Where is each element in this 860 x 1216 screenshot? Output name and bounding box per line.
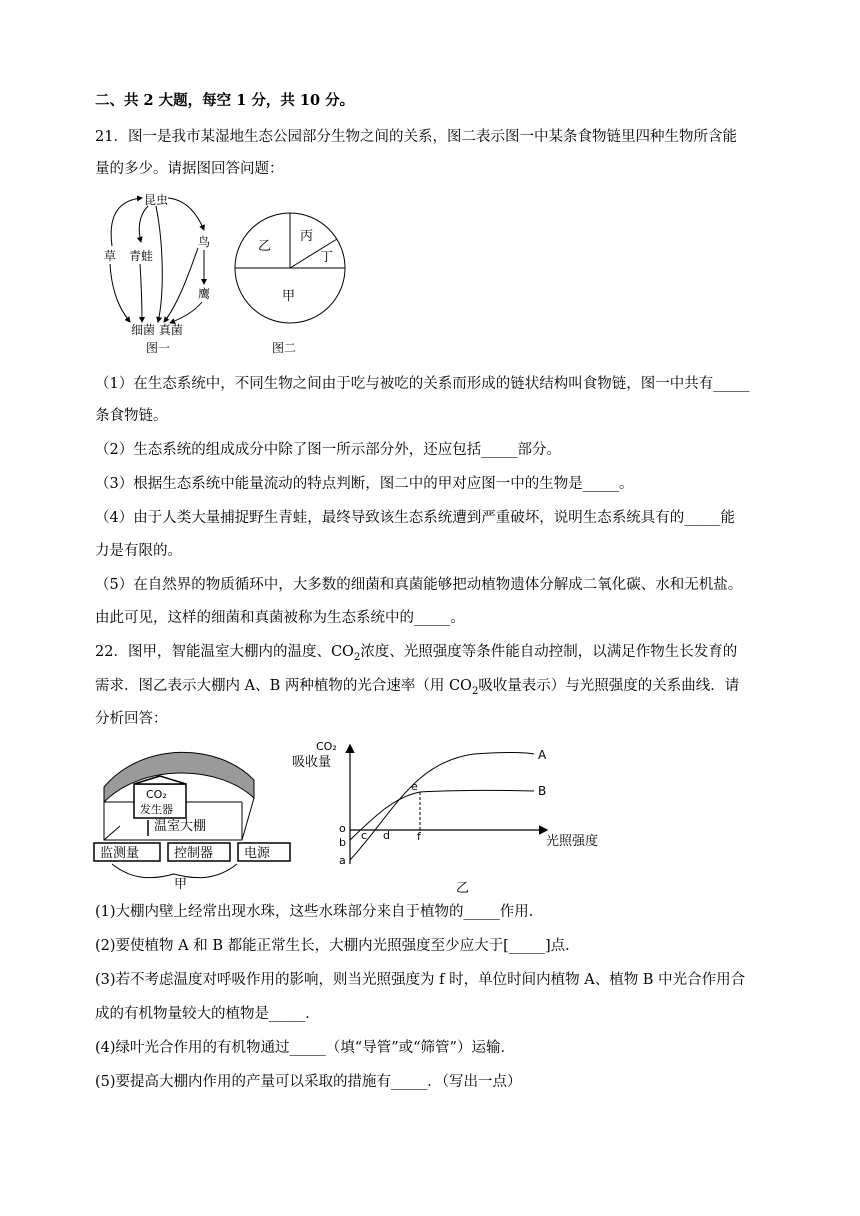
co2-subscript: 2 xyxy=(353,651,361,663)
q21-s1-line1: （1）在生态系统中，不同生物之间由于吃与被吃的关系而形成的链状结构叫食物链，图一中共有_____ xyxy=(95,376,750,392)
q22-intro-line2 xyxy=(95,677,739,701)
q22-intro-2a: 需求．图乙表示大棚内 A、B 两种植物的光合速率（用 CO xyxy=(95,678,472,694)
arrow-insect-frog xyxy=(139,206,148,242)
greenhouse-label: 温室大棚 xyxy=(154,819,207,834)
q21-intro-line2: 量的多少。请据图回答问题： xyxy=(95,161,284,177)
point-b: b xyxy=(339,836,346,849)
point-d: d xyxy=(383,829,390,842)
pie-label-yi: 乙 xyxy=(258,239,272,254)
q21-intro-line1: 21．图一是我市某湿地生态公园部分生物之间的关系，图二表示图一中某条食物链里四种生物所含能 xyxy=(95,129,737,145)
decomposers-label: 细菌 真菌 xyxy=(131,323,183,337)
grass-label: 草 xyxy=(104,249,117,263)
pie-label-jia: 甲 xyxy=(282,289,296,304)
supplier-label: 发生器 xyxy=(140,803,173,816)
point-c: c xyxy=(361,829,368,842)
greenhouse-edge xyxy=(104,826,120,840)
figure-jia-brace xyxy=(112,864,237,878)
monitor-label: 监测量 xyxy=(100,846,140,861)
bird-label: 鸟 xyxy=(198,235,211,249)
arrow-insect-bird xyxy=(168,198,204,230)
point-f: f xyxy=(417,830,421,843)
frog-label: 青蛙 xyxy=(129,249,154,263)
x-axis-label: 光照强度 xyxy=(546,834,599,849)
q21-s4-line1: （4）由于人类大量捕捉野生青蛙，最终导致该生态系统遭到严重破坏，说明生态系统具有的_____能 xyxy=(95,510,735,526)
figure-2-caption: 图二 xyxy=(272,341,297,355)
q22-intro-1b: 浓度、光照强度等条件能自动控制，以满足作物生长发育的 xyxy=(360,644,738,660)
curve-b xyxy=(350,790,534,840)
figure-jia-greenhouse xyxy=(92,742,271,892)
point-o: o xyxy=(339,822,346,835)
q22-intro-line3: 分析回答： xyxy=(95,711,168,727)
curve-b-label: B xyxy=(538,784,547,798)
q22-s5: (5)要提高大棚内作用的产量可以采取的措施有_____．（写出一点） xyxy=(95,1074,522,1090)
q22-s1: (1)大棚内壁上经常出现水珠，这些水珠部分来自于植物的_____作用． xyxy=(95,904,544,920)
q22-s4: (4)绿叶光合作用的有机物通过_____（填“导管”或“筛管”）运输． xyxy=(95,1040,515,1056)
pie-label-ding: 丁 xyxy=(320,250,334,265)
power-label: 电源 xyxy=(244,846,271,861)
pie-label-bing: 丙 xyxy=(300,229,314,244)
q22-s3-line2: 成的有机物量较大的植物是_____． xyxy=(95,1006,320,1022)
q22-intro-1a: 22．图甲，智能温室大棚内的温度、CO xyxy=(95,644,354,660)
arrow-grass-decomposer xyxy=(110,264,130,322)
q22-s2: (2)要使植物 A 和 B 都能正常生长，大棚内光照强度至少应大于[_____]点． xyxy=(95,938,580,954)
y-axis-label-co2: CO₂ xyxy=(316,740,337,753)
q21-s3: （3）根据生态系统中能量流动的特点判断，图二中的甲对应图一中的生物是_____。 xyxy=(95,476,634,492)
eagle-label: 鹰 xyxy=(198,287,211,301)
co2-subscript: 2 xyxy=(471,685,479,697)
figure-yi-light-curve xyxy=(284,732,630,900)
q21-s4-line2: 力是有限的。 xyxy=(95,543,182,559)
figure-yi-caption: 乙 xyxy=(456,881,470,896)
insect-label: 昆虫 xyxy=(144,193,169,207)
q21-s1-line2: 条食物链。 xyxy=(95,408,168,424)
arrow-insect-decomposer xyxy=(156,206,162,322)
point-a: a xyxy=(339,854,346,867)
curve-a-label: A xyxy=(538,748,547,762)
figure-2-energy-pie xyxy=(232,208,348,356)
q21-s5-line2: 由此可见，这样的细菌和真菌被称为生态系统中的_____。 xyxy=(95,610,465,626)
figure-1-caption: 图一 xyxy=(146,341,171,355)
curve-a xyxy=(350,753,534,861)
section-header: 二、共 2 大题，每空 1 分，共 10 分。 xyxy=(95,92,355,109)
q22-intro-2b: 吸收量表示）与光照强度的关系曲线．请 xyxy=(478,678,740,694)
q22-intro-line1 xyxy=(95,643,737,667)
figure-jia-caption: 甲 xyxy=(174,877,188,892)
arrow-grass-insect xyxy=(111,198,142,246)
controller-label: 控制器 xyxy=(174,846,214,861)
y-axis-label-absorb: 吸收量 xyxy=(292,755,332,770)
q22-s3-line1: (3)若不考虑温度对呼吸作用的影响，则当光照强度为 f 时，单位时间内植物 A、植物 B 中光合作用合 xyxy=(95,972,746,988)
q21-s2: （2）生态系统的组成成分中除了图一所示部分外，还应包括_____部分。 xyxy=(95,442,561,458)
arrow-frog-decomposer xyxy=(140,264,142,322)
co2-label: CO₂ xyxy=(146,788,167,801)
point-e: e xyxy=(411,780,418,793)
figure-1-food-web xyxy=(98,186,210,356)
q21-s5-line1: （5）在自然界的物质循环中，大多数的细菌和真菌能够把动植物遗体分解成二氧化碳、水和无机盐。 xyxy=(95,577,743,593)
